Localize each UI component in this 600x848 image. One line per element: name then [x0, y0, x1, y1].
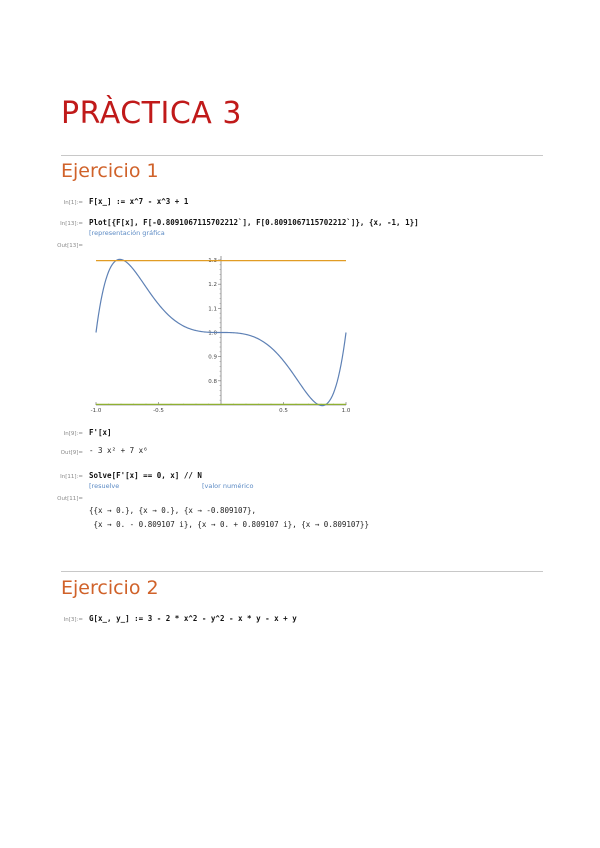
- input-label-13: In[13]:=: [60, 221, 83, 227]
- x-tick-label: 0.5: [279, 408, 288, 414]
- y-tick-label: 0.9: [208, 354, 217, 361]
- section-heading-2: Ejercicio 2: [61, 577, 159, 599]
- output-label-13: Out[13]=: [57, 243, 83, 249]
- hint-resuelve[interactable]: [resuelve: [89, 482, 120, 490]
- y-tick-label: 1.1: [208, 306, 217, 313]
- section-divider: [61, 571, 543, 572]
- output-label-9: Out[9]=: [60, 450, 83, 456]
- input-cell-1[interactable]: F[x_] := x^7 - x^3 + 1: [89, 197, 189, 206]
- hint-valor-numerico[interactable]: [valor numérico: [202, 482, 254, 490]
- section-divider: [61, 155, 543, 156]
- x-tick-label: -0.5: [153, 408, 164, 414]
- y-tick-label: 1.0: [208, 330, 217, 337]
- input-label-1: In[1]:=: [63, 200, 83, 206]
- plot-axes: [96, 256, 346, 405]
- x-tick-label: -1.0: [90, 408, 102, 414]
- input-cell-11[interactable]: Solve[F'[x] == 0, x] // N: [89, 471, 202, 480]
- output-cell-11-line2: {x → 0. - 0.809107 i}, {x → 0. + 0.809107 i}, {x → 0.809107}}: [89, 520, 369, 529]
- x-tick-label: 1.0: [341, 408, 351, 414]
- hint-representacion[interactable]: [representación gráfica: [89, 229, 165, 237]
- input-cell-13[interactable]: Plot[{F[x], F[-0.8091067115702212`], F[0.8091067115702212`]}, {x, -1, 1}]: [89, 218, 419, 227]
- y-tick-label: 0.8: [208, 378, 217, 385]
- input-label-3: In[3]:=: [63, 617, 83, 623]
- output-cell-9: - 3 x² + 7 x⁶: [89, 446, 148, 455]
- y-tick-label: 1.3: [208, 258, 217, 264]
- page-title: PRÀCTICA 3: [61, 96, 242, 131]
- output-label-11: Out[11]=: [57, 496, 83, 502]
- input-label-9: In[9]:=: [63, 431, 83, 437]
- input-cell-3[interactable]: G[x_, y_] := 3 - 2 * x^2 - y^2 - x * y - x + y: [89, 614, 297, 623]
- y-tick-label: 1.2: [208, 282, 217, 289]
- output-cell-11-line1: {{x → 0.}, {x → 0.}, {x → -0.809107},: [89, 506, 257, 515]
- input-cell-9[interactable]: F'[x]: [89, 428, 112, 437]
- plot-output: [86, 252, 356, 420]
- section-heading-1: Ejercicio 1: [61, 160, 159, 182]
- input-label-11: In[11]:=: [60, 474, 83, 480]
